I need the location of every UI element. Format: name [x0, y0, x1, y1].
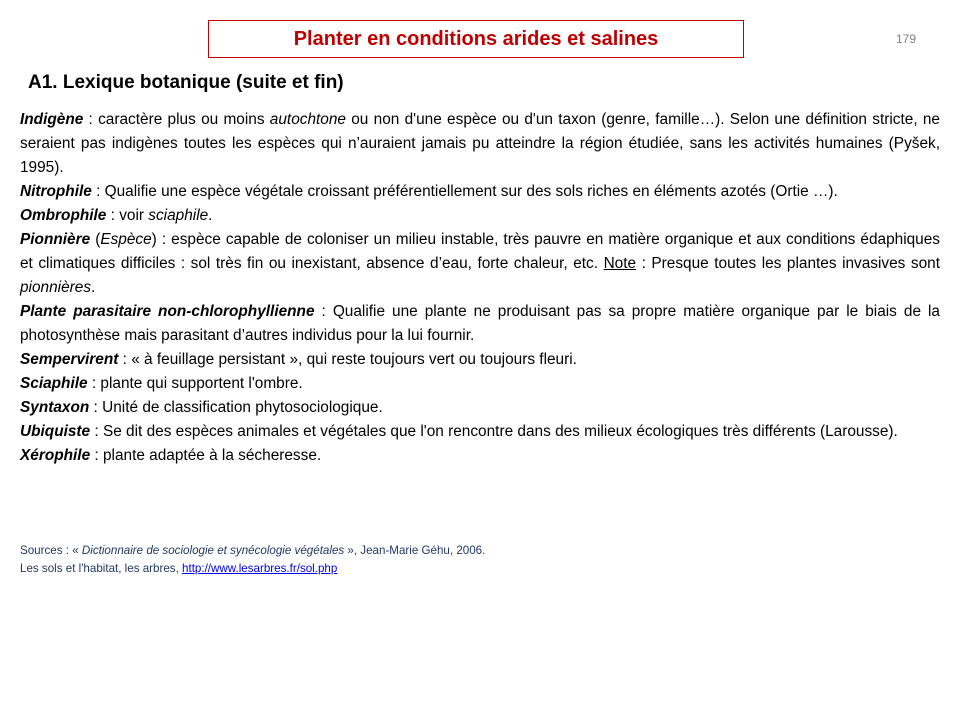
source-prefix: Les sols et l'habitat, les arbres,	[20, 562, 183, 575]
source-line-1	[20, 542, 940, 560]
definition-text: : Unité de classification phytosociologique.	[89, 399, 383, 416]
definition-text: : voir	[106, 207, 149, 224]
slide-title: Planter en conditions arides et salines	[293, 27, 659, 50]
source-suffix: », Jean-Marie Géhu, 2006.	[344, 544, 486, 557]
entry-syntaxon	[20, 396, 940, 420]
section-title: A1. Lexique botanique (suite et fin)	[28, 72, 344, 93]
entry-ubiquiste	[20, 420, 940, 444]
definition-italic: sciaphile	[148, 207, 209, 224]
source-title: Dictionnaire de sociologie et synécologie végétales	[81, 544, 345, 557]
term: Sempervirent	[20, 351, 119, 368]
entry-parasitaire	[20, 300, 940, 348]
entry-indigene	[20, 108, 940, 180]
term: Pionnière	[20, 231, 91, 248]
entry-nitrophile	[20, 180, 940, 204]
definition-text: ) : espèce capable de coloniser un milieu instable, très pauvre en matière organique et aux conditions édaphiques et climatiques difficiles : sol très fin ou inexistant, absence d’eau, forte chaleur, etc.	[20, 231, 940, 272]
term: Xérophile	[20, 447, 91, 464]
term: Ombrophile	[20, 207, 107, 224]
definition-text: : Presque toutes les plantes invasives sont	[636, 255, 940, 272]
title-box	[208, 20, 744, 58]
source-line-2	[20, 560, 940, 578]
definition-italic: pionnières	[20, 279, 92, 296]
entry-sciaphile	[20, 372, 940, 396]
term: Syntaxon	[20, 399, 90, 416]
entry-sempervirent	[20, 348, 940, 372]
term: Plante parasitaire non-chlorophyllienne	[20, 303, 315, 320]
definition-text: : plante adaptée à la sécheresse.	[90, 447, 322, 464]
definition-text: : plante qui supportent l'ombre.	[87, 375, 303, 392]
definition-italic: autochtone	[269, 111, 346, 128]
term: Ubiquiste	[20, 423, 91, 440]
definition-text: : « à feuillage persistant », qui reste toujours vert ou toujours fleuri.	[118, 351, 577, 368]
entry-pionniere	[20, 228, 940, 300]
glossary	[20, 108, 940, 468]
note-label: Note	[603, 255, 637, 272]
definition-italic: Espèce	[100, 231, 152, 248]
term: Nitrophile	[20, 183, 92, 200]
page-number: 179	[896, 32, 917, 46]
definition-text: : Se dit des espèces animales et végétales que l'on rencontre dans des milieux écologiques très différents (Larousse).	[90, 423, 898, 440]
source-prefix: Sources : «	[20, 544, 82, 557]
term: Sciaphile	[20, 375, 88, 392]
definition-text: : Qualifie une plante ne produisant pas sa propre matière organique par le biais de la photosynthèse mais parasitant d’autres individus pour la lui fournir.	[20, 303, 940, 344]
definition-text: (	[90, 231, 101, 248]
entry-xerophile	[20, 444, 940, 468]
definition-text: .	[208, 207, 213, 224]
definition-text: : caractère plus ou moins	[83, 111, 270, 128]
definition-text: ou non d'une espèce ou d'un taxon (genre, famille…). Selon une définition stricte, ne seraient pas indigènes toutes les espèces qui n’auraient jamais pu atteindre la région étudiée, sans les activités humaines (Pyšek, 1995).	[20, 111, 940, 176]
definition-text: : Qualifie une espèce végétale croissant préférentiellement sur des sols riches en éléments azotés (Ortie …).	[91, 183, 838, 200]
term: Indigène	[20, 111, 84, 128]
source-link[interactable]: http://www.lesarbres.fr/sol.php	[182, 562, 338, 575]
definition-text: .	[91, 279, 96, 296]
entry-ombrophile	[20, 204, 940, 228]
sources	[20, 542, 940, 578]
